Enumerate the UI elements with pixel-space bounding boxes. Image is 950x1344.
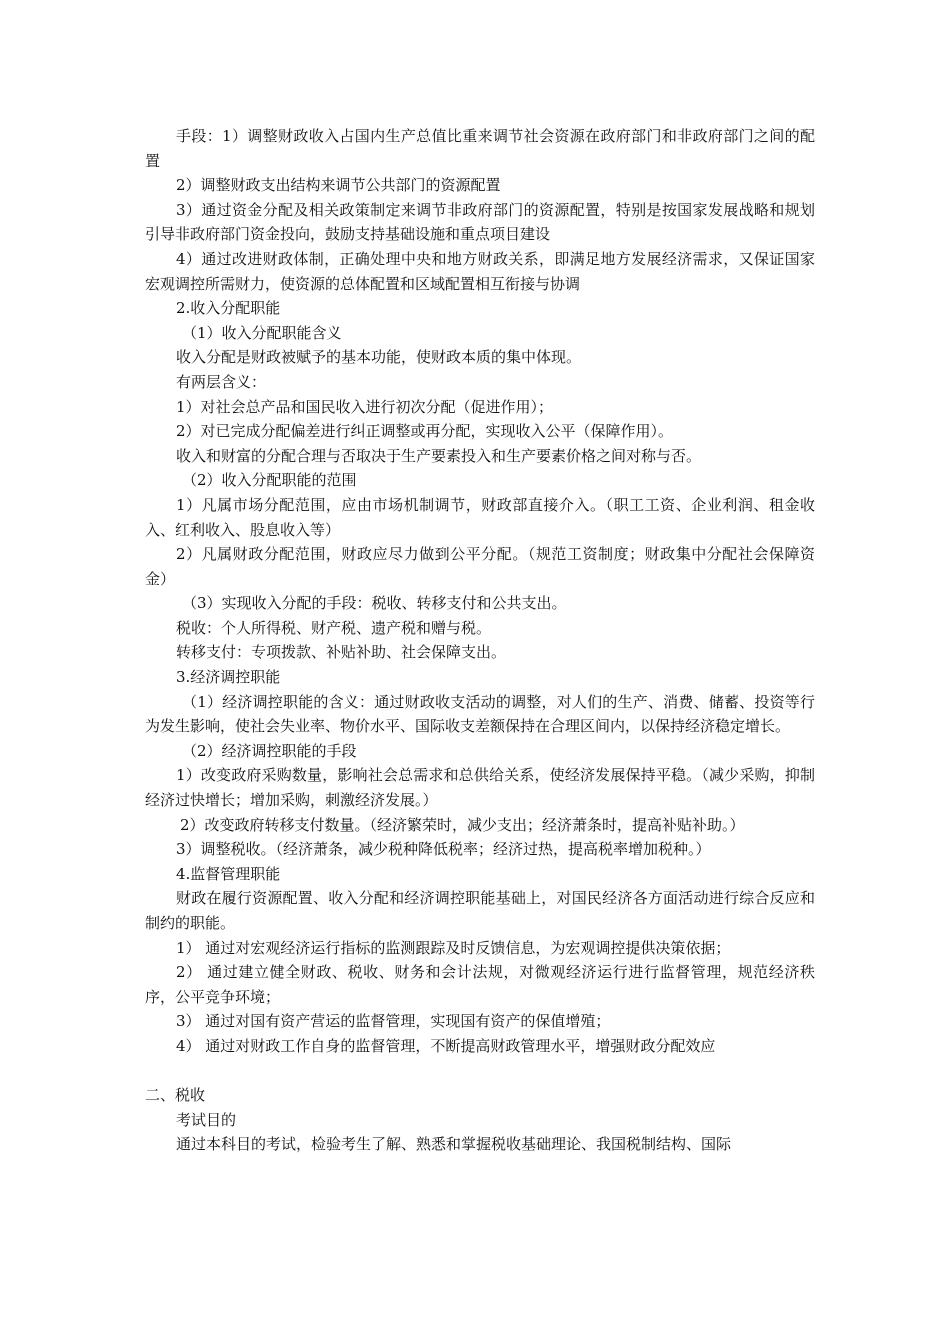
subheading-distribution-means: （3）实现收入分配的手段：税收、转移支付和公共支出。 xyxy=(182,594,567,613)
paragraph-resource-means: 手段：1）调整财政收入占国内生产总值比重来调节社会资源在政府部门和非政府部门之间的配置 xyxy=(145,127,815,170)
heading-supervision: 4.监督管理职能 xyxy=(176,864,281,883)
paragraph-two-meanings: 有两层含义： xyxy=(176,372,267,391)
document-page xyxy=(145,124,815,1157)
paragraph-item-4: 4）通过改进财政体制，正确处理中央和地方财政关系，即满足地方发展经济需求，又保证国家宏观调控所需财力，使资源的总体配置和区域配置相互衔接与协调 xyxy=(145,249,815,293)
paragraph-regulation-3: 3）调整税收。（经济萧条，减少税种降低税率；经济过热，提高税率增加税种。） xyxy=(176,840,711,859)
heading-income-distribution: 2.收入分配职能 xyxy=(176,299,281,318)
paragraph-supervision-definition: 财政在履行资源配置、收入分配和经济调控职能基础上，对国民经济各方面活动进行综合反应和制约的职能。 xyxy=(145,889,815,932)
paragraph-scope-1: 1）凡属市场分配范围，应由市场机制调节，财政部直接介入。（职工工资、企业利润、租金收入、红利收入、股息收入等） xyxy=(145,495,815,539)
paragraph-supervision-3: 3） 通过对国有资产营运的监督管理，实现国有资产的保值增殖； xyxy=(176,1012,611,1031)
paragraph-distribution-basic: 收入分配是财政被赋予的基本功能，使财政本质的集中体现。 xyxy=(176,348,582,367)
heading-economic-regulation: 3.经济调控职能 xyxy=(176,668,281,687)
paragraph-meaning-2: 2）对已完成分配偏差进行纠正调整或再分配，实现收入公平（保障作用）。 xyxy=(176,422,674,441)
subheading-exam-purpose: 考试目的 xyxy=(176,1110,237,1129)
subheading-distribution-meaning: （1）收入分配职能含义 xyxy=(182,323,342,342)
paragraph-regulation-1: 1）改变政府采购数量，影响社会总需求和总供给关系，使经济发展保持平稳。（减少采购，抑制经济过快增长；增加采购，刺激经济发展。） xyxy=(145,766,815,810)
paragraph-item-2: 2）调整财政支出结构来调节公共部门的资源配置 xyxy=(176,176,501,195)
paragraph-regulation-2: 2）改变政府转移支付数量。（经济繁荣时，减少支出；经济萧条时，提高补贴补助。） xyxy=(180,815,745,834)
paragraph-item-3: 3）通过资金分配及相关政策制定来调节非政府部门的资源配置，特别是按国家发展战略和规划引导非政府部门资金投向，鼓励支持基础设施和重点项目建设 xyxy=(145,200,815,244)
subheading-regulation-means: （2）经济调控职能的手段 xyxy=(182,741,357,760)
section-heading-taxation: 二、税收 xyxy=(145,1086,206,1105)
paragraph-tax-means: 税收：个人所得税、财产税、遗产税和赠与税。 xyxy=(176,618,492,637)
blank-line xyxy=(145,1059,815,1084)
paragraph-supervision-1: 1） 通过对宏观经济运行指标的监测跟踪及时反馈信息，为宏观调控提供决策依据； xyxy=(176,938,731,957)
paragraph-supervision-4: 4） 通过对财政工作自身的监督管理，不断提高财政管理水平，增强财政分配效应 xyxy=(176,1036,716,1055)
paragraph-exam-purpose: 通过本科目的考试，检验考生了解、熟悉和掌握税收基础理论、我国税制结构、国际 xyxy=(176,1135,732,1154)
paragraph-scope-2: 2）凡属财政分配范围，财政应尽力做到公平分配。（规范工资制度；财政集中分配社会保障资金） xyxy=(145,545,815,588)
paragraph-meaning-1: 1）对社会总产品和国民收入进行初次分配（促进作用）； xyxy=(176,397,554,416)
subheading-regulation-meaning: （1）经济调控职能的含义：通过财政收支活动的调整，对人们的生产、消费、储蓄、投资等行为发生影响，使社会失业率、物价水平、国际收支差额保持在合理区间内，以保持经济稳定增长。 xyxy=(145,692,815,736)
paragraph-supervision-2: 2） 通过建立健全财政、税收、财务和会计法规，对微观经济运行进行监督管理，规范经济秩序，公平竞争环境； xyxy=(145,963,815,1006)
paragraph-transfer-payment: 转移支付：专项拨款、补贴补助、社会保障支出。 xyxy=(176,643,507,662)
paragraph-distribution-fairness: 收入和财富的分配合理与否取决于生产要素投入和生产要素价格之间对称与否。 xyxy=(176,446,702,465)
subheading-distribution-scope: （2）收入分配职能的范围 xyxy=(182,471,357,490)
